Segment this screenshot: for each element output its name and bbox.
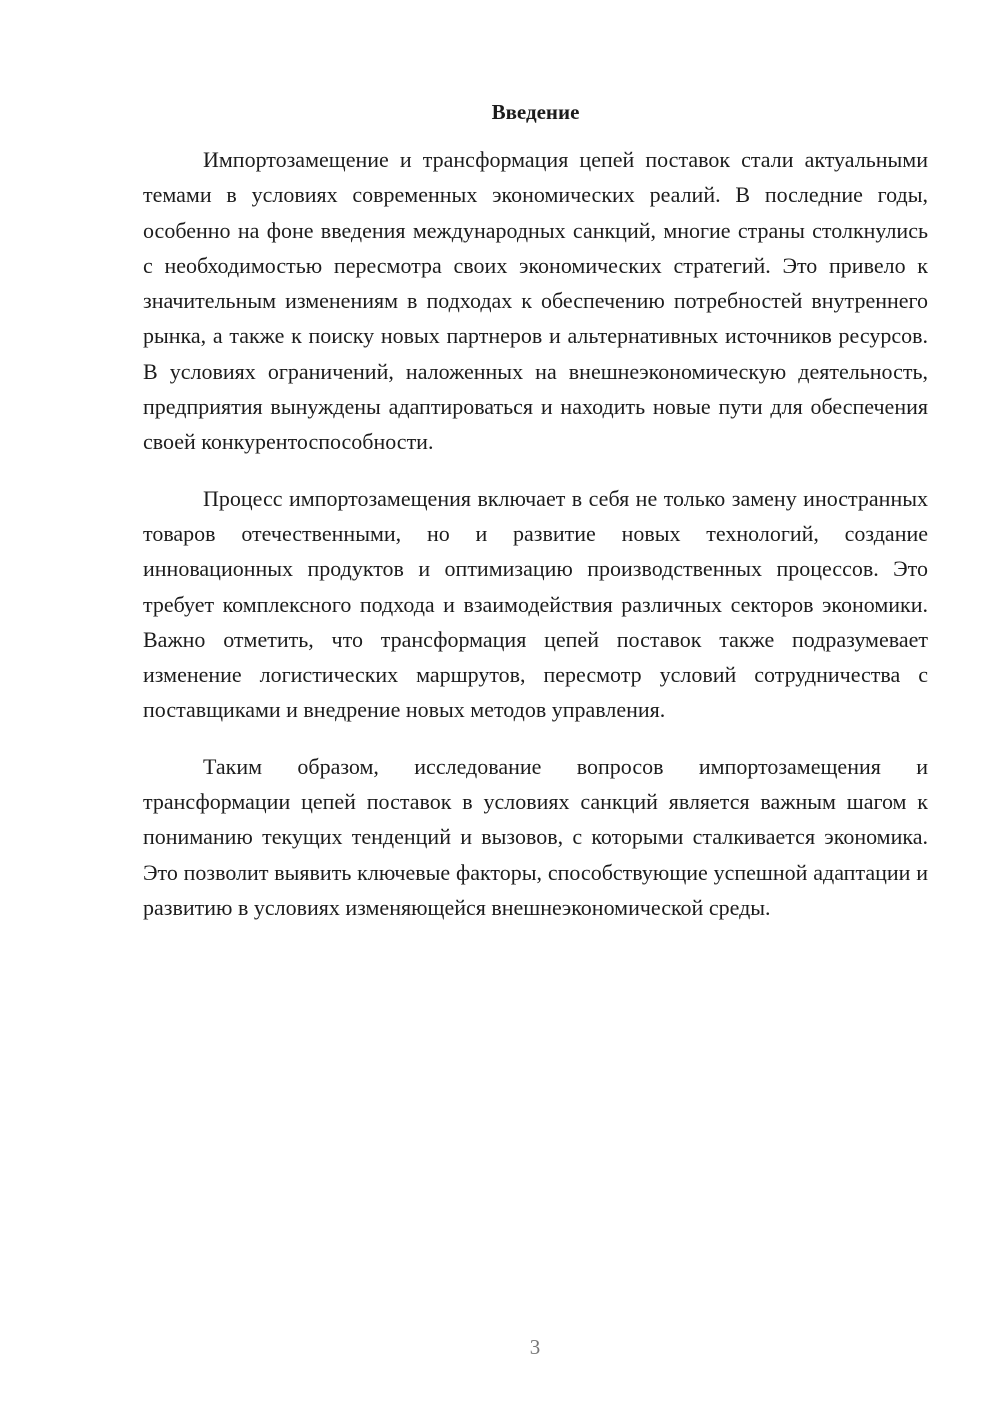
body-text xyxy=(143,142,928,946)
paragraph-3: Таким образом, исследование вопросов импортозамещения и трансформации цепей поставок в условиях санкций является важным шагом к пониманию текущих тенденций и вызовов, с которыми сталкивается экономика. Это позволит выявить ключевые факторы, способствующие успешной адаптации и развитию в условиях изменяющейся внешнеэкономической среды. xyxy=(143,753,928,920)
page-number: 3 xyxy=(529,1335,541,1359)
section-title: Введение xyxy=(491,100,580,124)
paragraph-2: Процесс импортозамещения включает в себя не только замену иностранных товаров отечественными, но и развитие новых технологий, создание инновационных продуктов и оптимизацию производственных процессов. Это требует комплексного подхода и взаимодействия различных секторов экономики. Важно отметить, что трансформация цепей поставок также подразумевает изменение логистических маршрутов, пересмотр условий сотрудничества с поставщиками и внедрение новых методов управления. xyxy=(143,485,928,723)
paragraph-1: Импортозамещение и трансформация цепей поставок стали актуальными темами в условиях современных экономических реалий. В последние годы, особенно на фоне введения международных санкций, многие страны столкнулись с необходимостью пересмотра своих экономических стратегий. Это привело к значительным изменениям в подходах к обеспечению потребностей внутреннего рынка, а также к поиску новых партнеров и альтернативных источников ресурсов. В условиях ограничений, наложенных на внешнеэкономическую деятельность, предприятия вынуждены адаптироваться и находить новые пути для обеспечения своей конкурентоспособности. xyxy=(143,147,928,455)
